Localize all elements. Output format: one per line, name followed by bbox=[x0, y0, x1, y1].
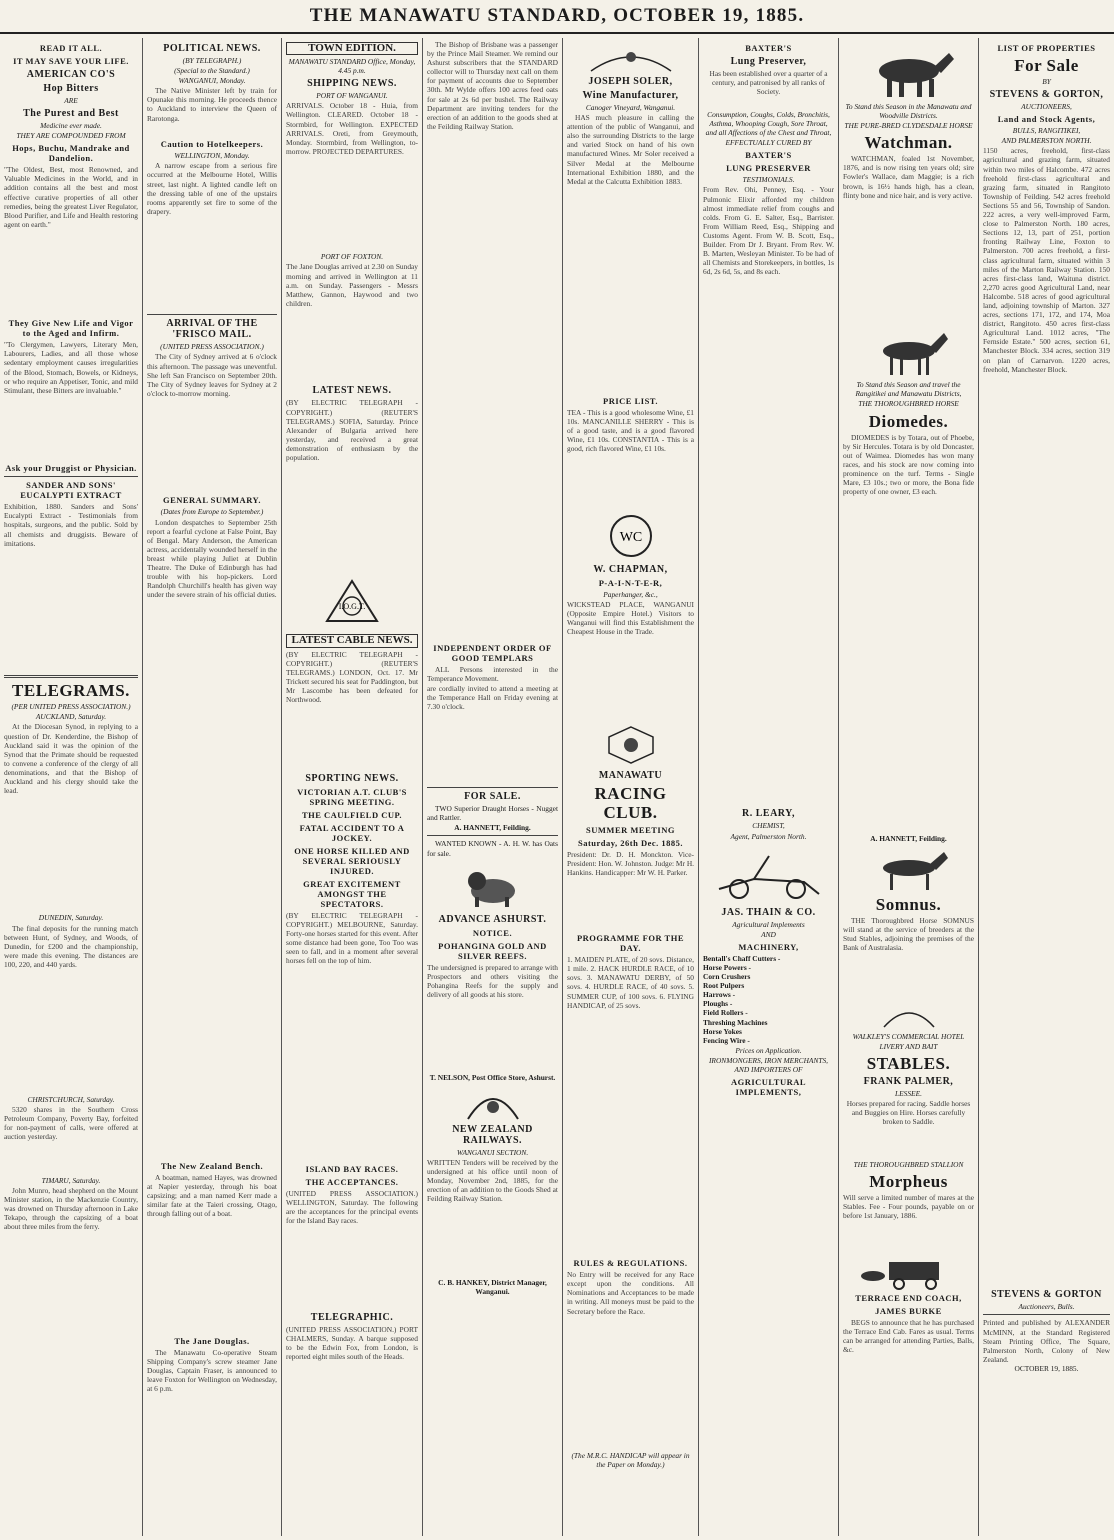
ad-line: BULLS, RANGITIKEI, bbox=[1012, 126, 1081, 136]
ad-line: BY bbox=[1042, 77, 1051, 86]
svg-text:I.O.G.T.: I.O.G.T. bbox=[338, 602, 366, 612]
body-text: The City of Sydney arrived at 6 o'clock this afternoon. The passage was uneventful. She left San Francisco on September 20th. The City of Sydney leaves for Sydney at 2 o'clock to-morrow morning. bbox=[147, 352, 277, 398]
painter-monogram-illustration bbox=[606, 511, 656, 561]
ad-headline: BAXTER'S bbox=[745, 150, 792, 161]
hotel-crest-illustration bbox=[879, 999, 939, 1029]
body-text: 5320 shares in the Southern Cross Petroleum Company, Poverty Bay, forfeited for non-payment of calls, were offered at auction yesterday. bbox=[4, 1104, 138, 1141]
ad-headline: RULES & REGULATIONS. bbox=[573, 1258, 688, 1269]
body-text: (UNITED PRESS ASSOCIATION.) WELLINGTON, Saturday. The following are the acceptances for the principal events for the Island Bay races. bbox=[286, 1188, 418, 1225]
ad-headline: Lung Preserver, bbox=[730, 56, 807, 67]
article-heading: ARRIVAL OF THE 'FRISCO MAIL. bbox=[166, 318, 258, 341]
ad-line: TESTIMONIALS. bbox=[742, 175, 795, 185]
ad-headline: FRANK PALMER, bbox=[863, 1075, 954, 1087]
ad-headline: FOR SALE. bbox=[464, 791, 521, 803]
column-7 bbox=[839, 38, 978, 1536]
ad-headline: SANDER AND SONS' EUCALYPTI EXTRACT bbox=[20, 480, 122, 501]
ad-headline: MACHINERY, bbox=[738, 941, 799, 952]
ad-headline: IT MAY SAVE YOUR LIFE. bbox=[13, 56, 129, 66]
ad-line: LIVERY AND BAIT bbox=[879, 1041, 938, 1051]
ad-headline: Wine Manufacturer, bbox=[582, 90, 679, 101]
article-heading: GREAT EXCITEMENT AMONGST THE SPECTATORS. bbox=[303, 878, 401, 909]
dateline: (PER UNITED PRESS ASSOCIATION.) bbox=[11, 702, 131, 712]
article-heading: THE CAULFIELD CUP. bbox=[301, 809, 403, 820]
section-heading: TOWN EDITION. bbox=[286, 42, 418, 55]
ad-headline: LIST OF PROPERTIES bbox=[997, 43, 1096, 53]
plough-illustration bbox=[714, 844, 824, 904]
section-heading: LATEST CABLE NEWS. bbox=[286, 634, 418, 647]
ad-line: To Stand this Season and travel the Rangitikei and Manawatu Districts, bbox=[855, 380, 962, 399]
body-text: At the Diocesan Synod, in replying to a question of Dr. Kenderdine, the Bishop of Auckland said it was the opinion of the Synod that the Primate should be requested to convene a conference of the clergy of all denominations, and that the Bishop of Auckland and his clergy should take the lead. bbox=[4, 722, 138, 796]
dateline: PORT OF WANGANUI. bbox=[316, 91, 388, 101]
svg-text:WC: WC bbox=[619, 530, 642, 546]
ad-line: THEY ARE COMPOUNDED FROM bbox=[16, 131, 126, 141]
newspaper-title: THE MANAWATU STANDARD, OCTOBER 19, 1885. bbox=[309, 5, 805, 26]
ad-item: Field Rollers - bbox=[703, 1008, 748, 1018]
body-text: WICKSTEAD PLACE, WANGANUI (Opposite Empire Hotel.) Visitors to Wanganui will find this Establishment the Cheapest House in the Trade. bbox=[567, 600, 694, 637]
ad-line: THE THOROUGHBRED HORSE bbox=[858, 399, 959, 409]
body-text: 1. MAIDEN PLATE, of 20 sovs. Distance, 1 mile. 2. HACK HURDLE RACE, of 10 sovs. 3. MANAWATU DERBY, of 50 sovs. 4. HURDLE RACE, of 40 sovs. 5. SUMMER CUP, of 100 sovs. 6. FLYING HANDICAP, of 25 sovs. bbox=[567, 955, 694, 1010]
body-text: A narrow escape from a serious fire occurred at the Melbourne Hotel, Willis street, last night. A lighted candle left on the dressing table of one of the upstairs rooms apparently set fire to some of the drapery. bbox=[147, 161, 277, 216]
body-text: The undersigned is prepared to arrange with Prospectors and others visiting the Pohangina Reefs for the supply and delivery of all goods at his store. bbox=[427, 962, 558, 999]
ad-line: IRONMONGERS, IRON MERCHANTS, AND IMPORTERS OF bbox=[708, 1055, 829, 1074]
ad-headline: Morpheus bbox=[869, 1172, 948, 1192]
ad-signature: T. NELSON, Post Office Store, Ashurst. bbox=[429, 1072, 556, 1082]
body-text: DIOMEDES is by Totara, out of Phoebe, by Sir Hercules. Totara is by old Doncaster, out of Waimea. Diomedes has won many races, and his stock are now coming into prominence on the turf. Terms - Single Mare, £3 10s.; two or more, the Bona fide property of one owner, £3 each. bbox=[843, 432, 974, 497]
ad-line: Ask your Druggist or Physician. bbox=[5, 463, 137, 474]
ad-line: ARE bbox=[64, 96, 78, 105]
body-text: HAS much pleasure in calling the attention of the public of Wanganui, and also the surrounding Districts to the large and varied Stock on hand of his own manufactured Wines. Mr Soler received a Silver Medal at the Melbourne International Exhibition 1880, and the Medal at the Calcutta Exhibition 1883. bbox=[567, 113, 694, 186]
ad-headline: Saturday, 26th Dec. 1885. bbox=[577, 838, 684, 849]
ad-line: WALKLEY'S COMMERCIAL HOTEL bbox=[852, 1031, 965, 1041]
ad-headline: Watchman. bbox=[864, 133, 953, 153]
dateline: (Dates from Europe to September.) bbox=[160, 507, 264, 517]
ad-line: AND PALMERSTON NORTH. bbox=[1001, 136, 1092, 146]
section-heading: POLITICAL NEWS. bbox=[163, 43, 261, 54]
section-heading: TELEGRAMS. bbox=[12, 681, 130, 701]
ad-headline: INDEPENDENT ORDER OF GOOD TEMPLARS bbox=[433, 643, 552, 663]
ad-headline: PROGRAMME FOR THE DAY. bbox=[576, 933, 685, 954]
body-text: President: Dr. D. H. Monckton. Vice-President: Hon. W. Johnston. Judge: Mr H. Hankins. Handicapper: Mr W. H. Parker. bbox=[567, 850, 694, 878]
racing-club-crest-illustration bbox=[601, 723, 661, 767]
column-4 bbox=[423, 38, 562, 1536]
body-text: Horses prepared for racing. Saddle horses and Buggies on Hire. Horses carefully broken to Saddle. bbox=[846, 1098, 971, 1127]
ad-headline: PRICE LIST. bbox=[603, 396, 658, 407]
dateline: PORT OF FOXTON. bbox=[320, 252, 384, 262]
ad-text: WANTED KNOWN - A. H. W. has Oats for sale. bbox=[427, 839, 558, 858]
ad-headline: TERRACE END COACH, bbox=[855, 1293, 962, 1304]
ad-text: ALL Persons interested in the Temperance Movement. bbox=[427, 665, 558, 684]
ad-headline: Land and Stock Agents, bbox=[997, 114, 1096, 125]
body-text: are cordially invited to attend a meeting at the Temperance Hall on Friday evening at 7.30 o'clock. bbox=[427, 684, 558, 712]
ad-item: Ploughs - bbox=[703, 999, 733, 1009]
thoroughbred-horse-illustration bbox=[864, 327, 954, 377]
clydesdale-horse-illustration bbox=[859, 43, 959, 99]
body-text: (BY ELECTRIC TELEGRAPH - COPYRIGHT.) MELBOURNE, Saturday. Forty-one horses started for this event. After some distance had been gone, Too Too was seen to fall, and in a moment after several horses fell on the top of him. bbox=[286, 910, 418, 966]
ad-signature: R. LEARY, bbox=[742, 808, 795, 820]
ad-headline: JOSEPH SOLER, bbox=[588, 76, 673, 87]
body-text: John Munro, head shepherd on the Mount Minister station, in the Mackenzie Country, was drowned on Thursday afternoon in Lake Tekapo, through the capsizing of a boat about three miles from the ferry. bbox=[4, 1185, 138, 1232]
ad-headline: Diomedes. bbox=[868, 411, 949, 431]
ad-line: (The M.R.C. HANDICAP will appear in the Paper on Monday.) bbox=[571, 1451, 690, 1470]
body-text: The Native Minister left by train for Opunake this morning. He proceeds thence to Auckland to interview the Queen of Rarotonga. bbox=[147, 86, 277, 123]
ad-item: Horse Powers - bbox=[703, 962, 752, 972]
dateline: AUCKLAND, Saturday. bbox=[35, 712, 107, 722]
body-text: Will serve a limited number of mares at the Stables. Fee - Four pounds, payable on or before 1st January, 1886. bbox=[843, 1193, 974, 1221]
dateline: CHRISTCHURCH, Saturday. bbox=[27, 1094, 115, 1104]
racehorse-illustration bbox=[864, 846, 954, 892]
article-heading: GENERAL SUMMARY. bbox=[162, 495, 262, 506]
column-6 bbox=[699, 38, 838, 1536]
ad-headline: For Sale bbox=[1014, 56, 1079, 75]
column-5 bbox=[563, 38, 698, 1536]
ad-line: Canoger Vineyard, Wanganui. bbox=[585, 103, 676, 112]
ad-item: Threshing Machines bbox=[703, 1017, 768, 1027]
ad-line: Prices on Application. bbox=[735, 1045, 802, 1055]
body-text: A boatman, named Hayes, was drowned at Napier yesterday, through his boat capsizing; and a man named Kerr made a similar fate at the Taieri crossing, Otago, through falling out of a boat. bbox=[147, 1172, 277, 1218]
ad-line: Hops, Buchu, Mandrake and Dandelion. bbox=[12, 143, 130, 164]
section-heading: SHIPPING NEWS. bbox=[307, 78, 397, 90]
ad-line: WANGANUI SECTION. bbox=[456, 1147, 529, 1157]
dateline: MANAWATU STANDARD Office, Monday, 4.45 p.m. bbox=[288, 57, 416, 76]
column-2 bbox=[143, 38, 281, 1536]
ad-signature: A. HANNETT, Feilding. bbox=[454, 823, 531, 833]
ad-item: Corn Crushers bbox=[703, 972, 751, 982]
body-text: Exhibition, 1880. Sanders and Sons' Eucalypti Extract - Testimonials from hospitals, surgeons, and the public. Sold by all chemists and druggists. Beware of imitations. bbox=[4, 502, 138, 548]
wine-crest-illustration bbox=[581, 43, 681, 73]
ad-line: THE PURE-BRED CLYDESDALE HORSE bbox=[844, 121, 973, 131]
ad-signature: A. HANNETT, Feilding. bbox=[870, 833, 947, 843]
body-text: (UNITED PRESS ASSOCIATION.) PORT CHALMERS, Sunday. A barque supposed to be the Edwin Fox, from London, is reported eight miles south of the Heads. bbox=[286, 1324, 418, 1361]
body-text: Has been established over a quarter of a century, and patronised by all ranks of Society. bbox=[709, 69, 828, 97]
section-heading: TELEGRAPHIC. bbox=[310, 1311, 394, 1323]
dateline: WELLINGTON, Monday. bbox=[174, 151, 250, 161]
dateline: (BY TELEGRAPH.) bbox=[182, 56, 242, 65]
ad-item: Fencing Wire - bbox=[703, 1035, 750, 1045]
ad-line: Agricultural Implements bbox=[732, 919, 805, 929]
body-text: "The Oldest, Best, most Renowned, and Valuable Medicines in the World, and in addition contains all the best and most effective curative properties of all other remedies, being the greatest Liver Regulator, Blood Purifier, and Life and Health restoring agent on earth." bbox=[4, 165, 138, 229]
body-text: ARRIVALS. October 18 - Huia, from Wellington. CLEARED. October 18 - Stormbird, for Wellington. EXPECTED ARRIVALS. Oreti, from Greymouth, Monday. Stormbird, from Wellington, to-morrow. PROJECTED DEPARTURES. bbox=[286, 101, 418, 156]
ad-headline: AGRICULTURAL IMPLEMENTS, bbox=[730, 1077, 807, 1098]
article-heading: THE ACCEPTANCES. bbox=[305, 1176, 399, 1187]
ad-headline: STABLES. bbox=[866, 1053, 951, 1073]
ad-item: Horse Yokes bbox=[703, 1026, 742, 1036]
ad-signature: STEVENS & GORTON bbox=[991, 1289, 1102, 1301]
ad-line: Medicine ever made. bbox=[40, 121, 102, 131]
coach-illustration bbox=[859, 1256, 959, 1290]
body-text: The Jane Douglas arrived at 2.30 on Sunday morning and arrived in Wellington at 11 a.m. on Sunday. Passengers - Messrs Matthew, Gannon, Haywood and two children. bbox=[286, 262, 418, 308]
body-text: BEGS to announce that he has purchased the Terrace End Cab. Fares as usual. Terms can be arranged for attending Parties, Balls, &c. bbox=[843, 1318, 974, 1355]
ad-headline: POHANGINA GOLD AND SILVER REEFS. bbox=[438, 940, 547, 961]
body-text: THE Thoroughbred Horse SOMNUS will stand at the service of breeders at the Stud Stables, adjoining the premises of the Bank of Australasia. bbox=[843, 915, 974, 952]
masthead bbox=[0, 0, 1114, 34]
ad-line: AND bbox=[761, 929, 776, 939]
ad-item: Harrows - bbox=[703, 990, 736, 1000]
section-heading: SPORTING NEWS. bbox=[305, 772, 399, 784]
ad-headline: Somnus. bbox=[875, 894, 942, 914]
ad-line: Paperhanger, &c., bbox=[603, 590, 658, 600]
ad-headline: P-A-I-N-T-E-R, bbox=[598, 578, 663, 589]
section-heading: LATEST NEWS. bbox=[312, 385, 392, 397]
ad-line: THE THOROUGHBRED STALLION bbox=[853, 1159, 964, 1169]
ad-line: Consumption, Coughs, Colds, Bronchitis, Asthma, Whooping Cough, Sore Throat, and all Affections of the Chest and Throat, bbox=[705, 110, 832, 138]
body-text: From Rev. Ohi, Penney, Esq. - Your Pulmonic Elixir afforded my children almost immediate relief from coughs and colds. From G. E. Salter, Esq., Barrister. From William Reed, Esq., Shipping and Customs Agent. From W. B. Scott, Esq., Builder. From Dr J. Bryant. From Rev. W. B. Marten, Wesleyan Minister. To be had of all Chemists and Storekeepers, in bottles, 1s 6d, 2s 6d, 5s, and 8s each. bbox=[703, 185, 834, 277]
body-text: WATCHMAN, foaled 1st November, 1876, and is now rising ten years old; sire Fowler's Wallace, dam Maggie; is a rich brown, is 16½ hands high, has a clean, flinty bone and nice hair, and is very active. bbox=[843, 154, 974, 200]
body-text: "To Clergymen, Lawyers, Literary Men, Labourers, Ladies, and all those whose sedentary employment causes irregularities of the Blood, Stomach, Bowels, or Kidneys, or who require an Appetiser, Tonic, and mild Stimulant, these Bitters are invaluable." bbox=[4, 340, 138, 395]
ad-line: CHEMIST, bbox=[752, 821, 785, 831]
ad-headline: JAMES BURKE bbox=[875, 1306, 942, 1317]
dateline: WANGANUI, Monday. bbox=[178, 76, 246, 86]
body-text: No Entry will be received for any Race except upon the conditions. All Nominations and Acceptances to be made in writing. All moneys must be paid to the Secretary before the Race. bbox=[567, 1270, 694, 1316]
railway-crest-illustration bbox=[463, 1085, 523, 1121]
column-1 bbox=[0, 38, 142, 1536]
ad-headline: NEW ZEALAND RAILWAYS. bbox=[452, 1123, 533, 1146]
ad-headline: RACING CLUB. bbox=[594, 784, 667, 823]
article-heading: The New Zealand Bench. bbox=[160, 1160, 264, 1171]
dateline: TIMARU, Saturday. bbox=[41, 1175, 101, 1185]
ad-headline: W. CHAPMAN, bbox=[593, 564, 668, 576]
ad-product: Hop Bitters bbox=[43, 83, 99, 94]
ad-item: Bentall's Chaff Cutters - bbox=[703, 953, 781, 963]
body-text: The final deposits for the running match between Hunt, of Sydney, and Woods, of Dunedin, for £200 and the championship, were made this evening. The distances are 100, 220, and 440 yards. bbox=[4, 923, 138, 969]
dateline: (UNITED PRESS ASSOCIATION.) bbox=[160, 342, 264, 352]
body-text: WRITTEN Tenders will be received by the undersigned at his office until noon of Monday, November 2nd, 1885, for the erection of an addition to the Goods Shed at Feilding Railway Station. bbox=[427, 1157, 558, 1204]
body-text: 1150 acres, freehold, first-class agricultural and grazing farm, situated within two miles of Halcombe. 472 acres freehold first-class agricultural and grazing farm, situated in Rangitoto Township of Feilding. 542 acres freehold Sections 55 and 56, Township of Sandon. 222 acres, a very well-improved Farm, close to Palmerston North. 180 acres, Sections 12, 13, part of 251, portion fronting Railway Line, Foxton to Palmerston. 700 acres freehold, a first-class agricultural farm, situated within 3 miles of the Marton Railway Station. 150 acres first-class land, Waituna district. 2,270 acres good Agricultural Land, near Halcombe. 518 acres of good agricultural land, adjoining township of Marton. 327 acres, sections 171, 172, and 174, Moa district, Rangitoto. 450 acres first-class Agricultural Land. 1012 acres, "The Fernside Estate." 500 acres, section 61, Manchester Block. 334 acres, section 319 on plan of Carnarvon. 1220 acres, freehold, Manchester Block. bbox=[983, 146, 1110, 374]
ad-line: Agent, Palmerston North. bbox=[730, 831, 807, 841]
ad-headline: ADVANCE ASHURST. bbox=[438, 913, 547, 925]
ad-headline: READ IT ALL. bbox=[39, 43, 103, 53]
article-heading: VICTORIAN A.T. CLUB'S SPRING MEETING. bbox=[297, 786, 407, 807]
ad-headline: SUMMER MEETING bbox=[586, 825, 675, 836]
ad-headline: BAXTER'S bbox=[745, 43, 792, 53]
ad-headline: LUNG PRESERVER bbox=[726, 163, 811, 174]
imprint: Printed and published by ALEXANDER McMINN, at the Standard Registered Steam Printing Office, The Square, Palmerston North, Colony of New Zealand. bbox=[983, 1318, 1110, 1364]
ad-headline: MANAWATU bbox=[598, 770, 663, 782]
dateline: (Special to the Standard.) bbox=[174, 66, 250, 76]
body-text: (BY ELECTRIC TELEGRAPH - COPYRIGHT.) (REUTER'S TELEGRAMS.) SOFIA, Saturday. Prince Alexander of Bulgaria arrived here yesterday, and received a great demonstration of enthusiasm by the population. bbox=[286, 398, 418, 463]
article-heading: Caution to Hotelkeepers. bbox=[160, 139, 264, 150]
ad-headline: NOTICE. bbox=[472, 927, 513, 938]
body-text: The Manawatu Co-operative Steam Shipping Company's screw steamer Jane Douglas, Captain Fraser, is announced to leave Foxton for Wellington on Wednesday, at 6 p.m. bbox=[147, 1347, 277, 1393]
body-text: TEA - This is a good wholesome Wine, £1 10s. MANCANILLE SHERRY - This is of a good taste, and is a good flavored Wine, £1 10s. CONSTANTIA - This is a good, rich flavored Wine, £1 10s. bbox=[567, 408, 694, 454]
article-heading: FATAL ACCIDENT TO A JOCKEY. bbox=[299, 822, 405, 843]
body-text: The Bishop of Brisbane was a passenger by the Prince Mail Steamer. We remind our Ashurst subscribers that the STANDARD collector will to Thursday next call on them for payment of accounts due to September 30th. Mr Wylde offers 100 acres feed oats for sale at 2s 6d per bushel. The Railway Department are inviting tenders for the erection of an addition to the goods shed at the Feilding Railway Station. bbox=[427, 40, 558, 131]
column-8 bbox=[979, 38, 1114, 1536]
body-text: (BY ELECTRIC TELEGRAPH - COPYRIGHT.) (REUTER'S TELEGRAMS.) LONDON, Oct. 17. Mr Trickett secured his seat for Paddington, but Mr Lascombe has been defeated for Northwood. bbox=[286, 649, 418, 705]
article-heading: ISLAND BAY RACES. bbox=[305, 1163, 399, 1174]
dateline: DUNEDIN, Saturday. bbox=[38, 913, 104, 923]
ad-line: To Stand this Season in the Manawatu and Woodville Districts. bbox=[845, 102, 972, 121]
column-3 bbox=[282, 38, 422, 1536]
ad-line: EFFECTUALLY CURED BY bbox=[725, 138, 812, 148]
iogt-emblem-illustration bbox=[317, 571, 387, 631]
ad-product: The Purest and Best bbox=[23, 108, 119, 120]
ad-headline: STEVENS & GORTON, bbox=[989, 89, 1104, 101]
ad-item: Root Pulpers bbox=[703, 981, 745, 991]
ad-line: LESSEE. bbox=[895, 1088, 922, 1098]
lion-illustration bbox=[463, 861, 523, 911]
ad-line: They Give New Life and Vigor to the Aged and Infirm. bbox=[8, 318, 134, 339]
article-heading: ONE HORSE KILLED AND SEVERAL SERIOUSLY INJURED. bbox=[294, 845, 410, 876]
ad-line: AUCTIONEERS, bbox=[1021, 102, 1072, 112]
body-text: London despatches to September 25th report a fearful cyclone at False Point, Bay of Bengal. Mary Anderson, the American actress, accidentally wounded herself in the breast while playing Juliet at Dublin Theatre. The Duke of Edinburgh has had trouble with his hop-pickers. Lord Randolph Churchill's health has given way under the severe strain of his official duties. bbox=[147, 517, 277, 600]
ad-headline: JAS. THAIN & CO. bbox=[721, 906, 816, 918]
imprint-date: OCTOBER 19, 1885. bbox=[1014, 1363, 1079, 1373]
article-heading: The Jane Douglas. bbox=[174, 1335, 250, 1346]
ad-signature: C. B. HANKEY, District Manager, Wanganui. bbox=[438, 1277, 547, 1296]
ad-text: TWO Superior Draught Horses - Nugget and Rattler. bbox=[427, 804, 558, 823]
ad-line: Auctioneers, Bulls. bbox=[1018, 1302, 1075, 1312]
ad-brand: AMERICAN CO'S bbox=[26, 69, 116, 80]
